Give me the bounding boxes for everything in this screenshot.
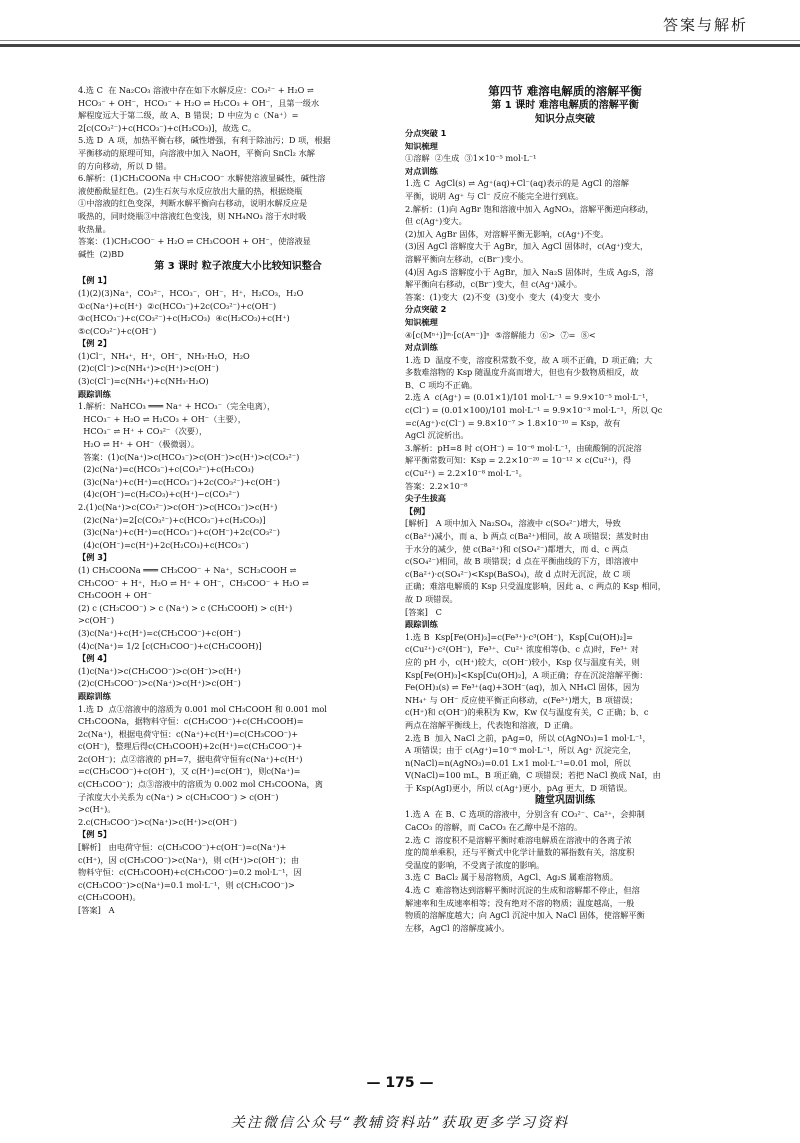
text-line: (2)c(Cl⁻)>c(NH₄⁺)>c(H⁺)>c(OH⁻) — [78, 363, 219, 374]
text-line: (4)因 Ag₂S 溶解度小于 AgBr，加入 Na₂S 固体时，生成 Ag₂S，溶 — [405, 266, 654, 277]
text-line: (1)Cl⁻，NH₄⁺，H⁺，OH⁻，NH₃·H₂O，H₂O — [78, 350, 250, 361]
text-line: 1.选 D 温度不变，溶度积常数不变，故 A 项不正确，D 项正确；大 — [405, 354, 653, 365]
page-number: — 175 — — [366, 1075, 434, 1091]
text-line: 但 c(Ag⁺)变大。 — [405, 216, 467, 227]
header-rule — [0, 40, 800, 41]
text-line: [答案] C — [405, 606, 442, 617]
text-line: c(H⁺)，因 c(CH₃COO⁻)>c(Na⁺)，则 c(H⁺)>c(OH⁻)；由 — [78, 854, 300, 865]
text-line: 液使酚酞显红色。(2)生石灰与水反应放出大量的热，根据烧瓶 — [78, 185, 303, 196]
subheading: 对点训练 — [405, 165, 438, 176]
text-line: 6.解析：(1)CH₃COONa 中 CH₃COO⁻ 水解使溶液显碱性，碱性溶 — [78, 173, 326, 184]
text-line: 1.解析：NaHCO₃ ═══ Na⁺ + HCO₃⁻（完全电离）， — [78, 401, 276, 412]
text-line: c(Ba²⁺)减小，而 a、b 两点 c(Ba²⁺)相同，故 A 项错误；蒸发时由 — [405, 531, 649, 541]
text-line: [解析] 由电荷守恒：c(CH₃COO⁻)+c(OH⁻)=c(Na⁺)+ — [78, 842, 287, 853]
subheading: 尖子生拔高 — [405, 493, 446, 504]
subheading: 跟踪训练 — [78, 388, 111, 399]
text-line: 2.选 C 溶度积不是溶解平衡时难溶电解质在溶液中的各离子浓 — [405, 834, 632, 845]
section-heading: 第 1 课时 难溶电解质的溶解平衡 — [491, 100, 639, 111]
text-line: 3.选 C BaCl₂ 属于易溶物质，AgCl、Ag₂S 属难溶物质。 — [405, 872, 619, 883]
text-line: ③c(HCO₃⁻)+c(CO₃²⁻)+c(H₂CO₃) ④c(H₂CO₃)+c(H⁺) — [78, 313, 290, 324]
text-line: (3)c(Na⁺)+c(H⁺)=c(HCO₃⁻)+c(OH⁻)+2c(CO₃²⁻) — [78, 527, 280, 538]
text-line: c(H⁺)和 c(OH⁻)的乘积为 Kw，Kw 仅与温度有关，C 正确；b、c — [405, 707, 649, 718]
text-line: HCO₃⁻ ⇌ H⁺ + CO₃²⁻（次要）， — [78, 426, 208, 437]
text-line: 平衡，说明 Ag⁺ 与 Cl⁻ 反应不能完全进行到底。 — [405, 190, 584, 201]
text-line: 5.选 D A 项，加热平衡右移，碱性增强，有利于除油污；D 项，根据 — [78, 135, 331, 146]
text-line: 2.(1)c(Na⁺)>c(CO₃²⁻)>c(OH⁻)>c(HCO₃⁻)>c(H⁺) — [78, 502, 278, 512]
text-line: H₂O ⇌ H⁺ + OH⁻（极微弱）。 — [78, 439, 200, 450]
text-line: c(CH₃COOH)。 — [78, 892, 141, 903]
text-line: 1.选 B Ksp[Fe(OH)₃]=c(Fe³⁺)·c³(OH⁻)，Ksp[Cu(OH)₂]= — [405, 631, 633, 642]
text-line: 左移，AgCl 的溶解度减小。 — [405, 922, 510, 933]
text-line: 4.选 C 难溶物达到溶解平衡时沉淀的生成和溶解都不停止，但溶 — [405, 885, 640, 896]
text-line: 3.解析：pH=8 时 c(OH⁻) = 10⁻⁶ mol·L⁻¹，由硫酸铜的沉淀溶 — [405, 442, 642, 453]
text-line: >c(OH⁻) — [78, 615, 115, 626]
subheading: 【例 1】 — [78, 275, 112, 286]
text-line: c(Cl⁻) = (0.01×100)/101 mol·L⁻¹ = 9.9×10⁻³ mol·L⁻¹，所以 Qc — [405, 405, 663, 416]
text-line: 的方向移动，所以 D 错。 — [78, 160, 172, 171]
text-line: 受温度的影响，不受离子浓度的影响。 — [405, 859, 545, 870]
text-line: 2.c(CH₃COO⁻)>c(Na⁺)>c(H⁺)>c(OH⁻) — [78, 816, 237, 827]
text-line: 解程度远大于第二级，故 A、B 错误；D 中应为 c（Na⁺）= — [78, 110, 299, 121]
text-line: 1.选 A 在 B、C 选项的溶液中，分别含有 CO₃²⁻、Ca²⁺，会抑制 — [405, 809, 645, 820]
text-line: (2) c (CH₃COO⁻) > c (Na⁺) > c (CH₃COOH) > c(H⁺) — [78, 602, 293, 613]
text-line: n(NaCl)=n(AgNO₃)=0.01 L×1 mol·L⁻¹=0.01 mol，所以 — [405, 757, 631, 768]
text-line: c(Cu²⁺) = 2.2×10⁻⁸ mol·L⁻¹。 — [405, 468, 527, 479]
text-line: 子浓度大小关系为 c(Na⁺) > c(CH₃COO⁻) > c(OH⁻) — [78, 791, 279, 802]
text-line: 收热量。 — [78, 223, 111, 234]
text-line: ④[c(Mⁿ⁺)]ᵐ·[c(Aᵐ⁻)]ⁿ ⑤溶解能力 ⑥> ⑦= ⑧< — [405, 329, 596, 340]
text-line: (2)c(CH₃COO⁻)>c(Na⁺)>c(H⁺)>c(OH⁻) — [78, 678, 241, 689]
section-heading: 知识分点突破 — [535, 114, 595, 125]
text-line: c(OH⁻)，整理后得c(CH₃COOH)+2c(H⁺)=c(CH₃COO⁻)+ — [78, 741, 303, 752]
text-line: 碱性 (2)BD — [78, 248, 124, 259]
text-line: 解平衡常数可知：Ksp = 2.2×10⁻²⁰ = 10⁻¹² × c(Cu²⁺)，得 — [405, 455, 632, 466]
text-line: 应的 pH 小，c(H⁺)较大，c(OH⁻)较小，Ksp 仅与温度有关，则 — [405, 656, 640, 667]
header-rule-thick — [0, 44, 800, 47]
left-column — [78, 84, 398, 917]
text-line: (2)c(Na⁺)=2[c(CO₃²⁻)+c(HCO₃⁻)+c(H₂CO₃)] — [78, 514, 266, 525]
text-line: 正确；难溶电解质的 Ksp 只受温度影响，因此 a、c 两点的 Ksp 相同， — [405, 581, 666, 592]
section-heading: 随堂巩固训练 — [535, 795, 595, 807]
text-line: (2)加入 AgBr 固体，对溶解平衡无影响，c(Ag⁺)不变。 — [405, 228, 609, 239]
subheading: 【例 3】 — [78, 552, 112, 563]
text-line: 吸热的，同时烧瓶③中溶液红色变浅，则 NH₄NO₃ 溶于水时吸 — [78, 210, 307, 221]
text-line: ①c(Na⁺)+c(H⁺) ②c(HCO₃⁻)+2c(CO₃²⁻)+c(OH⁻) — [78, 300, 277, 311]
header-title: 答案与解析 — [662, 16, 748, 34]
text-line: 解速率和生成速率相等；没有绝对不溶的物质；温度越高，一般 — [405, 897, 635, 908]
subheading: 分点突破 1 — [405, 128, 447, 138]
text-line: NH₄⁺ 与 OH⁻ 反应使平衡正向移动，c(Fe³⁺)增大，B 项错误； — [405, 694, 638, 705]
text-line: CH₃COOH + OH⁻ — [78, 590, 152, 601]
text-line: B、C 项均不正确。 — [405, 379, 478, 390]
text-line: 4.选 C 在 Na₂CO₃ 溶液中存在如下水解反应：CO₃²⁻ + H₂O ⇌ — [78, 85, 314, 95]
text-line: c(CH₃COO⁻)>c(Na⁺)=0.1 mol·L⁻¹，则 c(CH₃COO⁻)> — [78, 879, 295, 890]
text-line: CH₃COO⁻ + H⁺，H₂O ⇌ H⁺ + OH⁻，CH₃COO⁻ + H₂O ⇌ — [78, 577, 309, 588]
text-line: AgCl 沉淀析出。 — [405, 430, 469, 441]
text-line: CH₃COONa，据物料守恒：c(CH₃COO⁻)+c(CH₃COOH)= — [78, 716, 304, 727]
text-line: 2c(OH⁻)；点②溶液的 pH=7，据电荷守恒有c(Na⁺)+c(H⁺) — [78, 753, 303, 764]
text-line: (3)c(Na⁺)+c(H⁺)=c(CH₃COO⁻)+c(OH⁻) — [78, 627, 241, 638]
text-line: 1.选 C AgCl(s) ⇌ Ag⁺(aq)+Cl⁻(aq)表示的是 AgCl 的溶解 — [405, 178, 629, 189]
text-line: 答案：(1)c(Na⁺)>c(HCO₃⁻)>c(OH⁻)>c(H⁺)>c(CO₃²⁻) — [78, 451, 300, 462]
text-line: 溶解平衡向左移动，c(Br⁻)变小。 — [405, 253, 529, 264]
text-line: 两点在溶解平衡线上，代表饱和溶液，D 正确。 — [405, 719, 578, 730]
text-line: (4)c(OH⁻)=c(H₂CO₃)+c(H⁺)−c(CO₃²⁻) — [78, 489, 240, 500]
text-line: 2c(Na⁺)，根据电荷守恒：c(Na⁺)+c(H⁺)=c(CH₃COO⁻)+ — [78, 728, 299, 739]
subheading: 【例 4】 — [78, 653, 112, 664]
text-line: [答案] A — [78, 905, 115, 915]
text-line: Fe(OH)₃(s) ⇌ Fe³⁺(aq)+3OH⁻(aq)，加入 NH₄Cl 固体，因为 — [405, 682, 640, 693]
subheading: 分点突破 2 — [405, 304, 447, 315]
text-line: A 项错误；由于 c(Ag⁺)=10⁻⁶ mol·L⁻¹，所以 Ag⁺ 沉淀完全， — [405, 745, 637, 756]
text-line: (4)c(OH⁻)=c(H⁺)+2c(H₂CO₃)+c(HCO₃⁻) — [78, 539, 249, 550]
text-line: c(Ba²⁺)·c(SO₄²⁻)<Ksp(BaSO₄)，故 d 点时无沉淀，故 C 项 — [405, 568, 631, 579]
text-line: 2.选 B 加入 NaCl 之前，pAg=0，所以 c(AgNO₃)=1 mol·L⁻¹， — [405, 732, 651, 743]
subheading: 【例 5】 — [78, 829, 112, 840]
subheading: 对点训练 — [405, 342, 438, 353]
text-line: 于 Ksp(AgI)更小，所以 c(Ag⁺)更小，pAg 更大，D 项错误。 — [405, 782, 633, 793]
text-line: (3)c(Cl⁻)=c(NH₄⁺)+c(NH₃·H₂O) — [78, 376, 209, 387]
subheading: 【例 2】 — [78, 338, 112, 349]
text-line: 1.选 D 点①溶液中的溶质为 0.001 mol CH₃COOH 和 0.001 mol — [78, 703, 327, 714]
text-line: 度的简单乘积，还与平衡式中化学计量数的幂指数有关，溶度积 — [405, 847, 635, 858]
text-line: =c(CH₃COO⁻)+c(OH⁻)，又 c(H⁺)=c(OH⁻)，则c(Na⁺)= — [78, 766, 301, 777]
text-line: 答案：2.2×10⁻⁸ — [405, 480, 468, 491]
text-line: 2[c(CO₃²⁻)+c(HCO₃⁻)+c(H₂CO₃)]，故选 C。 — [78, 122, 257, 133]
section-heading: 第四节 难溶电解质的溶解平衡 — [488, 84, 642, 98]
text-line: ①溶解 ②生成 ③1×10⁻⁵ mol·L⁻¹ — [405, 153, 537, 164]
text-line: c(CH₃COO⁻)；点③溶液中的溶质为 0.002 mol CH₃COONa，离 — [78, 779, 323, 790]
text-line: (4)c(Na⁺)= 1/2 [c(CH₃COO⁻)+c(CH₃COOH)] — [78, 640, 262, 651]
subheading: 知识梳理 — [405, 316, 438, 327]
text-line: 2.解析：(1)向 AgBr 饱和溶液中加入 AgNO₃，溶解平衡逆向移动， — [405, 203, 654, 214]
text-line: c(SO₄²⁻)相同，故 B 项错误；d 点在平衡曲线的下方，即溶液中 — [405, 556, 639, 567]
text-line: (3)c(Na⁺)+c(H⁺)=c(HCO₃⁻)+2c(CO₃²⁻)+c(OH⁻) — [78, 476, 280, 487]
subheading: 【例】 — [405, 505, 430, 516]
text-line: CaCO₃ 的溶解，而 CaCO₃ 在乙醇中是不溶的。 — [405, 822, 583, 833]
text-line: =c(Ag⁺)·c(Cl⁻) = 9.8×10⁻⁷ > 1.8×10⁻¹⁰ = Ksp，故有 — [405, 417, 621, 428]
subheading: 跟踪训练 — [405, 619, 438, 630]
footer-note: 关注微信公众号“教辅资料站”获取更多学习资料 — [230, 1115, 570, 1131]
text-line: Ksp[Fe(OH)₃]<Ksp[Cu(OH)₂]，A 项正确；存在沉淀溶解平衡： — [405, 669, 648, 680]
text-line: 平衡移动的原理可知，向溶液中加入 NaOH，平衡向 SnCl₂ 水解 — [78, 147, 315, 158]
text-line: ①中溶液的红色变深，判断水解平衡向右移动，说明水解反应是 — [78, 198, 308, 209]
text-line: 物质的溶解度越大；向 AgCl 沉淀中加入 NaCl 固体，使溶解平衡 — [405, 910, 645, 921]
text-line: 解平衡向右移动，c(Br⁻)变大，但 c(Ag⁺)减小。 — [405, 279, 583, 290]
text-line: (1)(2)(3)Na⁺，CO₃²⁻，HCO₃⁻，OH⁻，H⁺，H₂CO₃，H₂O — [78, 287, 304, 298]
text-line: >c(H⁺)。 — [78, 804, 116, 815]
text-line: 答案：(1)变大 (2)不变 (3)变小 变大 (4)变大 变小 — [405, 291, 601, 302]
text-line: 多数难溶物的 Ksp 随温度升高而增大，但也有少数物质相反，故 — [405, 367, 639, 378]
text-line: 物料守恒：c(CH₃COOH)+c(CH₃COO⁻)=0.2 mol·L⁻¹，因 — [78, 867, 302, 878]
text-line: 2.选 A c(Ag⁺) = (0.01×1)/101 mol·L⁻¹ = 9.9×10⁻⁵ mol·L⁻¹， — [405, 392, 654, 403]
subheading: 跟踪训练 — [78, 690, 111, 701]
text-line: HCO₃⁻ + H₂O ⇌ H₂CO₃ + OH⁻（主要）， — [78, 413, 246, 424]
text-line: V(NaCl)=100 mL，B 项正确，C 项错误；若把 NaCl 换成 NaI，由 — [405, 770, 661, 781]
text-line: 于水分的减少，使 c(Ba²⁺)和 c(SO₄²⁻)都增大，而 d、c 两点 — [405, 543, 629, 554]
text-line: ⑤c(CO₃²⁻)+c(OH⁻) — [78, 325, 157, 336]
text-line: c(Cu²⁺)·c²(OH⁻)，Fe³⁺、Cu²⁺ 浓度相等(b、c 点)时，Fe³⁺ 对 — [405, 644, 639, 655]
text-line: [解析] A 项中加入 Na₂SO₄，溶液中 c(SO₄²⁻)增大，导致 — [405, 518, 621, 529]
text-line: (1) CH₃COONa ═══ CH₃COO⁻ + Na⁺，SCH₃COOH ⇌ — [78, 564, 297, 575]
text-line: (2)c(Na⁺)=c(HCO₃⁻)+c(CO₃²⁻)+c(H₂CO₃) — [78, 464, 254, 475]
right-column — [405, 84, 725, 934]
text-line: HCO₃⁻ + OH⁻，HCO₃⁻ + H₂O ⇌ H₂CO₃ + OH⁻，且第一级水 — [78, 97, 320, 108]
section-heading: 第 3 课时 粒子浓度大小比较知识整合 — [154, 261, 322, 273]
subheading: 知识梳理 — [405, 140, 438, 151]
text-line: 答案：(1)CH₃COO⁻ + H₂O ⇌ CH₃COOH + OH⁻，使溶液显 — [78, 236, 311, 247]
text-line: (3)因 AgCl 溶解度大于 AgBr，加入 AgCl 固体时，c(Ag⁺)变大， — [405, 241, 649, 252]
text-line: 故 D 项错误。 — [405, 593, 458, 604]
text-line: (1)c(Na⁺)>c(CH₃COO⁻)>c(OH⁻)>c(H⁺) — [78, 665, 241, 676]
